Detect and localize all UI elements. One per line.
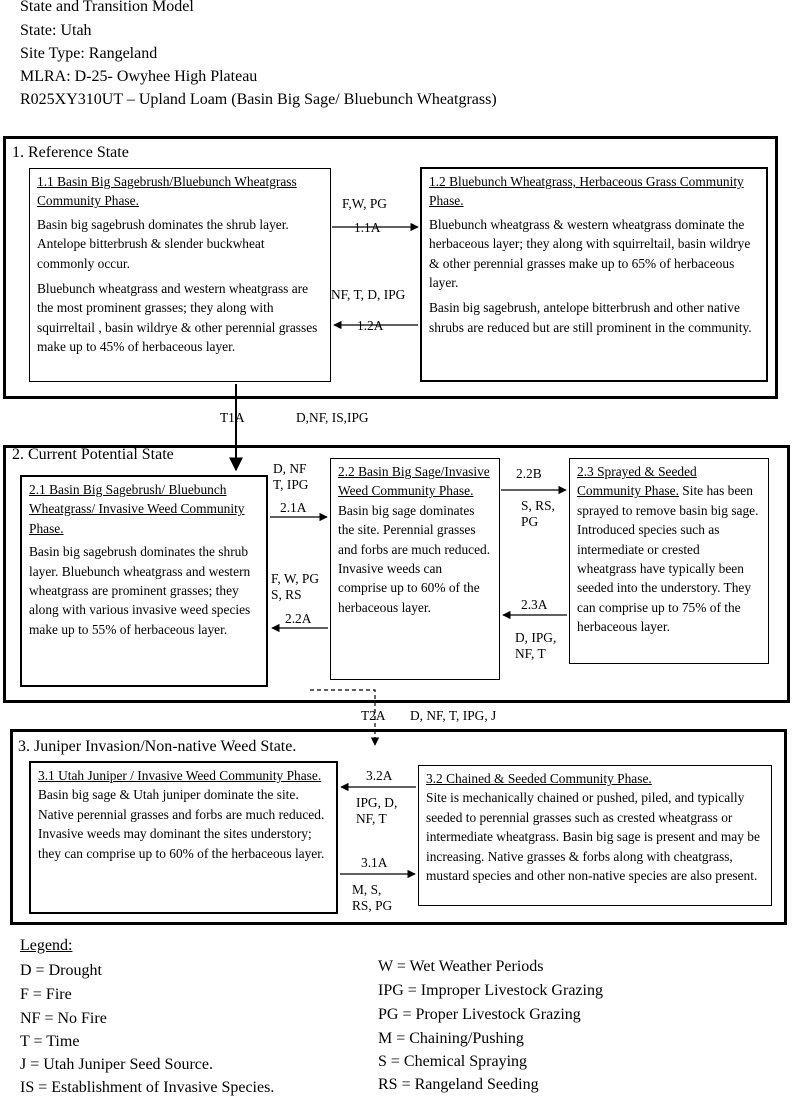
model-title: State and Transition Model [20,0,194,15]
transition-3-1a-label: 3.1A [361,855,388,870]
phase-1-1-text-grasses: Bluebunch wheatgrass and western wheatgrass are the most prominent grasses; they along with squirreltail , basin wildrye & other perennial grasses make up to 45% of herbaceous layer. [37,281,318,355]
site-type-line: Site Type: Rangeland [20,45,158,62]
transition-1-1a-causes: F,W, PG [342,196,387,211]
legend-right-wet-weather: W = Wet Weather Periods [378,958,544,975]
transition-t2a-label: T2A [361,708,386,723]
legend-left-drought: D = Drought [20,962,102,979]
phase-1-2-title: 1.2 Bluebunch Wheatgrass, Herbaceous Grass Community Phase. [429,174,744,209]
transition-2-2a-causes-2: S, RS [271,587,302,602]
state-3-title: 3. Juniper Invasion/Non-native Weed State. [18,738,297,755]
transition-1-2a-causes: NF, T, D, IPG [331,287,406,302]
transition-2-1a-causes-1: D, NF [273,461,307,476]
transition-3-2a-causes-2: NF, T [356,811,387,826]
phase-2-3-title: 2.3 Sprayed & Seeded Community Phase. [577,464,697,499]
legend-right-improper-grazing: IPG = Improper Livestock Grazing [378,982,603,999]
transition-2-1a-label: 2.1A [280,500,307,515]
transition-2-3a-label: 2.3A [521,597,548,612]
phase-2-1-text: Basin big sagebrush dominates the shrub layer. Bluebunch wheatgrass and western wheatgrass are prominent grasses; they along with various invasive weed species make up to 55% of herbaceous layer. [29,544,251,637]
phase-1-1-title: 1.1 Basin Big Sagebrush/Bluebunch Wheatgrass Community Phase. [37,174,297,209]
legend-title: Legend: [20,937,73,954]
phase-2-1-title: 2.1 Basin Big Sagebrush/ Bluebunch Wheatgrass/ Invasive Weed Community Phase. [29,482,245,536]
legend-right-chaining: M = Chaining/Pushing [378,1030,524,1047]
phase-2-2-title: 2.2 Basin Big Sage/Invasive Weed Community Phase. [338,464,490,499]
mlra-line: MLRA: D-25- Owyhee High Plateau [20,68,258,85]
phase-1-2-text-shrubs: Basin big sagebrush, antelope bitterbrush and other native shrubs are reduced but are still prominent in the community. [429,300,752,335]
transition-3-2a-causes-1: IPG, D, [356,795,398,810]
phase-3-1-title: 3.1 Utah Juniper / Invasive Weed Community Phase. [38,768,322,783]
phase-1-1-text-shrubs: Basin big sagebrush dominates the shrub layer. Antelope bitterbrush & slender buckwheat commonly occur. [37,216,289,271]
phase-3-2-text: Site is mechanically chained or pushed, piled, and typically seeded to perennial grasses such as crested wheatgrass or intermediate wheatgrass. Basin big sage is present and may be increasing. Native grasses & forbs along with cheatgrass, mustard species and other non-native species are also present. [426,790,760,884]
transition-2-3a-causes-1: D, IPG, [515,630,557,645]
state-line: State: Utah [20,22,92,39]
transition-t1a-causes: D,NF, IS,IPG [296,410,369,425]
transition-t1a-label: T1A [220,410,245,425]
transition-2-1a-causes-2: T, IPG [273,477,309,492]
state-1-title: 1. Reference State [12,144,129,161]
phase-3-2-title: 3.2 Chained & Seeded Community Phase. [426,771,652,786]
legend-right-seeding: RS = Rangeland Seeding [378,1076,539,1093]
phase-2-2-text: Basin big sage dominates the site. Perennial grasses and forbs are much reduced. Invasive weeds can comprise up to 60% of the herbaceous layer. [338,502,491,615]
transition-2-2b-label: 2.2B [516,466,542,481]
transition-3-1a-causes-1: M, S, [352,882,382,897]
state-2-title: 2. Current Potential State [12,446,174,463]
transition-3-2a-label: 3.2A [366,768,393,783]
transition-2-2a-causes-1: F, W, PG [271,571,320,586]
legend-right-spraying: S = Chemical Spraying [378,1053,528,1070]
legend-left-invasive: IS = Establishment of Invasive Species. [20,1079,275,1096]
legend-left-time: T = Time [20,1033,80,1050]
transition-1-1a-label: 1.1A [354,220,381,235]
phase-3-1-text: Basin big sage & Utah juniper dominate the site. Native perennial grasses and forbs are much reduced. Invasive weeds may dominant the sites understory; they can comprise up to 60% of the herbaceous layer. [38,787,325,861]
transition-t2a-causes: D, NF, T, IPG, J [410,708,497,723]
transition-3-1a-causes-2: RS, PG [352,898,393,913]
ecosite-line: R025XY310UT – Upland Loam (Basin Big Sage/ Bluebunch Wheatgrass) [20,91,497,108]
legend-left-fire: F = Fire [20,986,72,1003]
transition-1-2a-label: 1.2A [357,318,384,333]
legend-left-no-fire: NF = No Fire [20,1010,107,1027]
transition-2-2b-causes-1: S, RS, [521,498,555,513]
phase-1-2-text-grasses: Bluebunch wheatgrass & western wheatgrass dominate the herbaceous layer; they along with squirreltail, basin wildrye & other perennial grasses make up to 65% of herbaceous layer. [429,216,751,291]
arrow-t2a [310,690,375,745]
legend-right-proper-grazing: PG = Proper Livestock Grazing [378,1006,581,1023]
legend-left-juniper: J = Utah Juniper Seed Source. [20,1056,213,1073]
phase-2-3-text: Site has been sprayed to remove basin big sage. Introduced species such as intermediate or crested wheatgrass have typically been seeded into the understory. They can comprise up to 75% of the herbaceous layer. [577,483,759,635]
transition-2-2b-causes-2: PG [521,514,539,529]
transition-2-2a-label: 2.2A [285,611,312,626]
transition-2-3a-causes-2: NF, T [515,646,546,661]
